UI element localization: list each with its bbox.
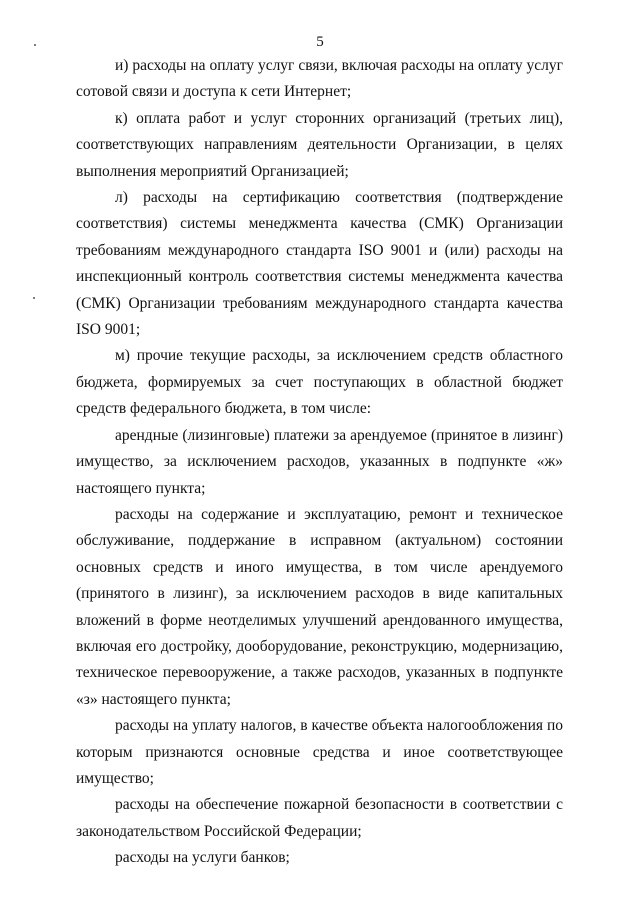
document-body	[76, 53, 563, 872]
scan-speck	[33, 297, 35, 299]
paragraph-bank-services: расходы на услуги банков;	[115, 849, 290, 867]
paragraph-m: м) прочие текущие расходы, за исключением средств областного бюджета, формируемых за счет поступающих в областной бюджет средств федерального бюджета, в том числе:	[76, 347, 563, 418]
paragraph-k: к) оплата работ и услуг сторонних организаций (третьих лиц), соответствующих направлениям деятельности Организации, в целях выполнения мероприятий Организацией;	[76, 109, 563, 180]
paragraph-i: и) расходы на оплату услуг связи, включая расходы на оплату услуг сотовой связи и доступа к сети Интернет;	[76, 57, 563, 101]
paragraph-taxes: расходы на уплату налогов, в качестве объекта налогообложения по которым признаются основные средства и иное соответствующее имущество;	[76, 717, 563, 787]
paragraph-lease-payments: арендные (лизинговые) платежи за арендуемое (принятое в лизинг) имущество, за исключением расходов, указанных в подпункте «ж» настоящего пункта;	[76, 426, 563, 497]
paragraph-l: л) расходы на сертификацию соответствия (подтверждение соответствия) системы менеджмента качества (СМК) Организации требованиям международного стандарта ISO 9001 и (или) расходы на инспекционный контроль соответствия системы менеджмента качества (СМК) Организации требованиям международного стандарта качества ISO 9001;	[76, 189, 563, 339]
paragraph-fire-safety: расходы на обеспечение пожарной безопасности в соответствии с законодательством Российской Федерации;	[76, 796, 563, 840]
paragraph-maintenance: расходы на содержание и эксплуатацию, ремонт и техническое обслуживание, поддержание в исправном (актуальном) состоянии основных средств и иного имущества, в том числе арендуемого (принятого в лизинг), за исключением расходов в виде капитальных вложений в форме неотделимых улучшений арендованного имущества, включая его достройку, дооборудование, реконструкцию, модернизацию, техническое перевооружение, а также расходов, указанных в подпункте «з» настоящего пункта;	[76, 505, 563, 708]
page-number: 5	[316, 34, 324, 50]
